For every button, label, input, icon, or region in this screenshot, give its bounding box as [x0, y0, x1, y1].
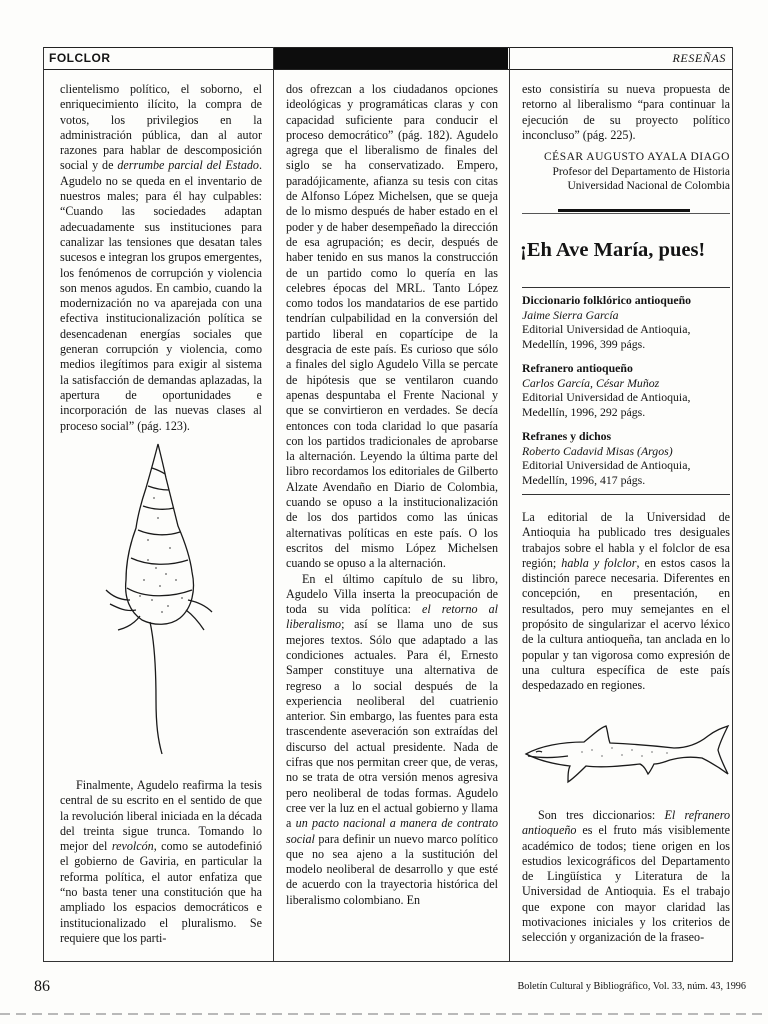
- column-rule-left: [43, 47, 44, 962]
- column-3-bottom: [522, 808, 730, 946]
- page-number: 86: [34, 978, 50, 995]
- page-header: [43, 47, 732, 70]
- bottom-rule: [43, 961, 732, 962]
- paragraph: dos ofrezcan a los ciudadanos opciones ideológicas y programáticas claras y con capacidad suficiente para conducir el proceso democrático” (pág. 182). Agudelo agrega que el liberalismo de finales del siglo se ha conservatizado. Empero, paradójicamente, afianza su tesis con citas de Alfonso López Michelsen, que se queja de lo mismo después de haber estado en el poder y de haber desempeñado la dirección de esa agrupación; es decir, después de haber tenido en sus manos la construcción de un partido como lo quería en las celebres épocas del MRL. Tanto López como todos los mandatarios de ese partido tendrían culpabilidad en la conversión del partido liberal en copartícipe de la desgracia de este país. Es curioso que sólo a finales del siglo Agudelo Villa se percate de hipótesis que se ventilaron cuando apenas despuntaba el Frente Nacional y que se convirtieron en verdades. Se decía entonces con toda claridad lo que pasaría con los partidos tradicionales de aprobarse la alternación. Leyendo la última parte del libro recordamos los editoriales de Gilberto Alzate Avendaño en Diario de Colombia, cuando se opuso a la institucionalización de los dos partidos como las únicas alternativas políticas en este país. O los escritos del mismo López Michelsen cuando se opuso a la alternación.: [286, 82, 498, 571]
- book-place: Medellín, 1996, 292 págs.: [522, 404, 646, 419]
- review-title: ¡Eh Ave María, pues!: [520, 239, 706, 261]
- book-title: Refranero antioqueño: [522, 361, 633, 375]
- paragraph: En el último capítulo de su libro, Agudelo Villa inserta la preocupación de toda su vida política: el retorno al liberalismo; así se llama uno de sus mejores textos. Sólo que adaptado a las condiciones actuales. Para él, Ernesto Samper constituye una alternativa de regreso a lo social después de la experiencia neoliberal del cuatrienio anterior. Sin embargo, las fuentes para esta trascendente aseveración son extraídas del discurso del actual presidente. Nada de cifras que nos permitan creer que, de veras, no se trata de otra versión menos agresiva pero neoliberal de todas formas. Agudelo cree ver la luz en el actual gobierno y llama a un pacto nacional a manera de contrato social para definir un nuevo marco político que no sea ajeno a la sustitución del modelo neoliberal de desarrollo y que esté de acuerdo con la trayectoria histórica del liberalismo colombiano. En: [286, 571, 498, 907]
- scan-edge-dashes: [0, 1013, 768, 1015]
- separator-rule-thin: [522, 213, 730, 214]
- book-divider: [522, 287, 730, 288]
- journal-citation: Boletín Cultural y Bibliográfico, Vol. 33, núm. 43, 1996: [517, 981, 746, 992]
- header-black-bar: [273, 48, 508, 69]
- column-1-top: [60, 82, 262, 434]
- author-affiliation: Profesor del Departamento de Historia: [552, 166, 730, 179]
- column-3-middle: [522, 510, 730, 694]
- book-entry: [522, 361, 732, 419]
- column-2: [286, 82, 498, 908]
- section-label-resenas: RESEÑAS: [672, 51, 726, 65]
- column-3-top: [522, 82, 730, 193]
- book-entry: [522, 429, 732, 487]
- book-place: Medellín, 1996, 417 págs.: [522, 472, 646, 487]
- spiral-shell-icon: [96, 440, 226, 760]
- column-rule-2: [509, 47, 510, 962]
- author-institution: Universidad Nacional de Colombia: [567, 180, 730, 193]
- paragraph: La editorial de la Universidad de Antioquia ha publicado tres desiguales trabajos sobre el habla y el folclor de esa región; habla y folclor, en estos casos la distinción parece necesaria. Diferentes en concepción, en presentación, en resultados, pero muy semejantes en el propósito de singularizar el acervo léxico de la cultura antioqueña, tan anclada en lo popular y tan vigorosa como expresión de una cultura específica de este país despedazado en regiones.: [522, 510, 730, 693]
- book-entry: [522, 293, 732, 351]
- book-title: Diccionario folklórico antioqueño: [522, 293, 692, 307]
- book-author: Carlos García, César Muñoz: [522, 375, 660, 390]
- column-1-bottom: [60, 778, 262, 946]
- author-signature: CÉSAR AUGUSTO AYALA DIAGO: [544, 151, 730, 164]
- paragraph: Finalmente, Agudelo reafirma la tesis central de su escrito en el sentido de que la revolución liberal iniciada en la década del treinta sigue trunca. Tomando lo mejor del revolcón, como se autodefinió el gobierno de Gaviria, en particular la reforma política, el autor enfatiza que “no basta tener una constitución que ha ampliado los espacios democráticos e institucionalizado el pluralismo. Se requiere que los parti-: [60, 778, 262, 945]
- paragraph: Son tres diccionarios: El refranero antioqueño es el fruto más visiblemente académico de todos; tiene origen en los estudios lexicográficos del Departamento de Lingüística y Literatura de la Universidad de Antioquia. Es el trabajo que expone con mayor claridad las motivaciones iniciales y los criterios de selección y organización de la fraseo-: [522, 808, 730, 945]
- shark-icon: [522, 722, 732, 790]
- section-label-folclor: FOLCLOR: [49, 51, 111, 65]
- book-divider: [522, 494, 730, 495]
- book-place: Medellín, 1996, 399 págs.: [522, 336, 646, 351]
- book-publisher: Editorial Universidad de Antioquia,: [522, 322, 691, 337]
- book-author: Roberto Cadavid Misas (Argos): [522, 443, 673, 458]
- separator-rule: [558, 209, 690, 212]
- column-rule-right: [732, 47, 733, 962]
- column-rule-1: [273, 47, 274, 962]
- book-author: Jaime Sierra García: [522, 307, 619, 322]
- paragraph: esto consistiría su nueva propuesta de retorno al liberalismo “para continuar la ejecución de su proyecto político inconcluso” (pág. 225).: [522, 82, 730, 142]
- book-publisher: Editorial Universidad de Antioquia,: [522, 458, 691, 473]
- paragraph: clientelismo político, el soborno, el enriquecimiento ilícito, la compra de votos, los privilegios en la administración pública, dan al autor razones para hablar de descomposición social y de derrumbe parcial del Estado. Agudelo no se queda en el inventario de nuestros males; para él hay culpables: “Cuando las sociedades adaptan adecuadamente sus instituciones para canalizar las tensiones que desatan tales sucesos e integran los grupos emergentes, los fenómenos de corrupción y violencia son menos agudos. En cambio, cuando la modernización no va aparejada con una efectiva institucionalización política se desencadenan energías sociales que generan corrupción y violencia, como medios ilegítimos para exigir al sistema la satisfacción de demandas aplazadas, la apertura de oportunidades e incorporación de las nuevas clases al proceso social” (pág. 123).: [60, 82, 262, 433]
- book-title: Refranes y dichos: [522, 429, 612, 443]
- book-publisher: Editorial Universidad de Antioquia,: [522, 390, 691, 405]
